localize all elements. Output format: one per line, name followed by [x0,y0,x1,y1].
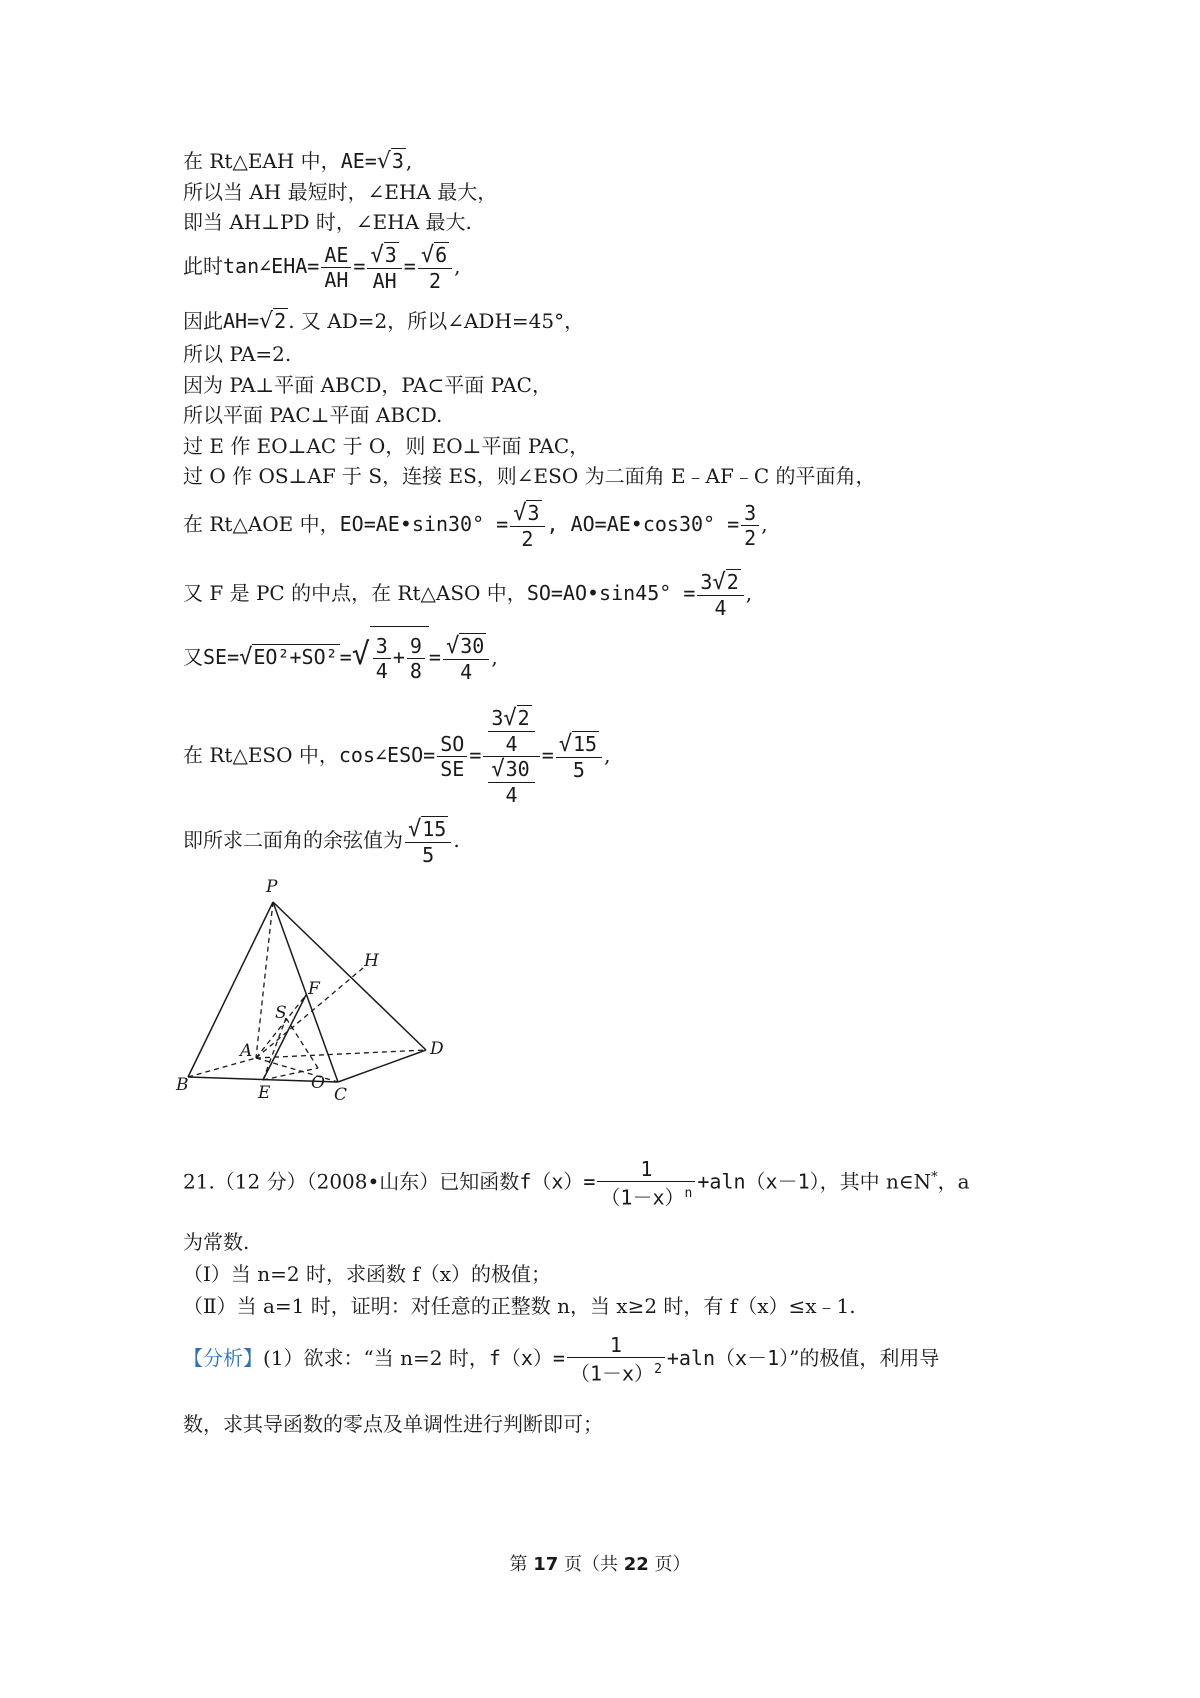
denominator: 4 [488,731,534,756]
formula-text: tan∠EHA= [223,254,320,278]
equals: = [469,743,482,767]
label-B: B [176,1075,189,1095]
compound-fraction: $\frac{\frac{3√2}{4}}{\frac{√30}{4}}$ [483,706,539,807]
solution-line-9: 过 E 作 EO⊥AC 于 O，则 EO⊥平面 PAC， [183,434,590,458]
denominator: 2 [510,526,544,551]
formula-text: AE= [340,149,377,173]
solution-line-10: 过 O 作 OS⊥AF 于 S，连接 ES，则∠ESO 为二面角 E﹣AF﹣C 的平面角， [183,464,876,488]
text: 即所求二面角的余弦值为 [183,828,403,852]
text: 在 Rt△AOE 中， [183,512,340,536]
sqrt: √2 [259,309,287,334]
text: , [405,149,413,173]
formula-text: +aln（x－1） [666,1346,790,1370]
formula-text: SE= [203,645,240,669]
denominator: 2 [418,268,452,293]
question-21-line-1 [183,1148,970,1212]
denominator: （1－x） [569,1361,655,1386]
solution-line-5 [183,307,584,336]
plus: + [392,645,405,669]
fraction: $\frac{√15}{5}$ [556,732,602,782]
sqrt-arg: 15 [422,816,447,841]
formula-text: cos∠ESO= [338,743,436,767]
edge-CD [338,1050,426,1082]
fraction [597,1157,695,1210]
solution-line-4 [183,238,460,294]
solution-line-6: 所以 PA=2. [183,342,292,366]
page-footer [0,1550,1200,1576]
fraction: $\frac{3√2}{4}$ [697,570,743,620]
text: , [745,581,753,605]
text: , [761,512,768,536]
denominator: 5 [405,842,451,867]
fraction: $\frac{√30}{4}$ [443,634,489,684]
sqrt-arg: 3 [384,242,397,267]
solution-line-13 [183,625,498,688]
edge-PB [188,902,273,1077]
formula-text: +aln（x－1） [697,1169,820,1194]
label-A: A [240,1041,253,1061]
fraction: $\frac{√3}{AH}$ [367,243,401,293]
numerator: 1 [640,1156,653,1181]
fraction [567,1333,665,1386]
denominator: SE [437,756,467,781]
formula-text: SO=AO•sin45° = [526,581,696,605]
numerator: 1 [609,1333,622,1358]
label-E: E [258,1083,271,1103]
coefficient: 3 [700,569,713,594]
label-O: O [311,1073,325,1093]
equals: = [403,254,416,278]
formula-text: AH= [223,309,260,333]
sqrt-arg: EO²+SO² [253,645,338,669]
sqrt-arg: 15 [573,731,598,756]
formula-text: , AO=AE•cos30° = [546,512,740,536]
question-21-part-1: （Ⅰ）当 n=2 时，求函数 f（x）的极值； [183,1262,552,1286]
denominator: 4 [373,658,391,683]
sqrt-arg: 30 [460,633,485,658]
label-H: H [364,951,379,971]
denominator: 5 [556,757,602,782]
footer-text: 页） [648,1554,691,1575]
denominator: （1－x） [600,1185,685,1210]
formula-text: EO=AE•sin30° = [339,512,509,536]
total-pages: 22 [623,1554,649,1575]
solution-line-8: 所以平面 PAC⊥平面 ABCD. [183,403,443,427]
label-P: P [266,877,278,897]
label-C: C [334,1085,348,1105]
analysis-tag: 【分析】 [183,1346,263,1370]
fraction [437,732,467,781]
label-S: S [275,1003,287,1023]
footer-text: 第 [509,1554,534,1575]
equals: = [541,743,554,767]
pyramid-figure [176,870,468,1105]
denominator: 4 [488,782,534,807]
equals: = [353,254,366,278]
denominator: 4 [443,659,489,684]
numerator: SO [440,732,465,756]
sqrt-arg: 3 [391,149,404,173]
solution-line-14 [183,700,610,810]
solution-line-11 [183,496,768,552]
sqrt-arg: 6 [435,242,448,267]
edge-PA [256,902,273,1058]
text: 因此 [183,309,223,333]
exponent: 2 [654,1362,662,1378]
sqrt: √3 [376,149,404,174]
numerator: 9 [409,634,422,658]
coefficient: 3 [491,706,504,730]
text: 此时 [183,254,223,278]
question-21-part-2: （Ⅱ）当 a=1 时，证明：对任意的正整数 n，当 x≥2 时，有 f（x）≤x﹣1. [183,1294,856,1318]
sqrt: √ $\frac{3}{4}$ + $\frac{9}{8}$ [352,645,429,669]
solution-line-7: 因为 PA⊥平面 ABCD，PA⊂平面 PAC， [183,373,552,397]
solution-line-15 [183,812,460,868]
fraction [321,243,351,292]
denominator: AH [367,268,401,293]
sqrt-arg: 2 [517,706,530,730]
edge-AD [256,1050,426,1058]
solution-line-3: 即当 AH⊥PD 时，∠EHA 最大. [183,210,472,234]
page-number: 17 [533,1554,559,1575]
formula-text: f（x）= [488,1346,565,1370]
text: ，a [937,1169,970,1194]
text: 21.（12 分）（2008•山东）已知函数 [183,1169,520,1194]
label-F: F [308,979,320,999]
solution-line-12 [183,565,752,621]
denominator: 8 [407,658,425,683]
text: 又 [183,645,203,669]
fraction: $\frac{√6}{2}$ [418,243,452,293]
text: . 又 AD=2，所以∠ADH=45°， [288,309,585,333]
sqrt-arg: 2 [274,309,287,333]
analysis-line-1 [183,1328,939,1388]
text: ，其中 n∈N [819,1169,932,1194]
text: (1）欲求：“当 n=2 时， [263,1346,489,1370]
text: . [453,828,460,852]
equals: = [339,645,352,669]
fraction: $\frac{√15}{5}$ [405,817,451,867]
numerator: AE [324,243,349,267]
solution-line-2: 所以当 AH 最短时，∠EHA 最大， [183,180,498,204]
formula-text: f（x）= [519,1169,596,1194]
text: 又 F 是 PC 的中点，在 Rt△ASO 中， [183,581,527,605]
text: , [454,254,461,278]
solution-line-1 [183,147,412,176]
denominator: 2 [741,525,759,550]
fraction: $\frac{√3}{2}$ [510,501,544,551]
fraction [741,501,759,550]
numerator: 3 [375,634,388,658]
exponent: n [684,1185,693,1201]
denominator: 4 [697,595,743,620]
text: 在 Rt△EAH 中， [183,149,341,173]
sqrt-arg: 2 [726,569,739,594]
numerator: 3 [744,501,757,525]
question-21-line-2: 为常数. [183,1230,250,1254]
edge-PD [273,902,426,1050]
superscript: * [931,1170,938,1185]
analysis-line-2: 数，求其导函数的零点及单调性进行判断即可； [183,1412,603,1436]
sqrt: √EO²+SO² [239,645,338,670]
sqrt-arg: 3 [527,500,540,525]
equals: = [428,645,441,669]
text: , [491,645,498,669]
text: 在 Rt△ESO 中， [183,743,339,767]
text: ”的极值，利用导 [789,1346,940,1370]
footer-text: 页（共 [558,1554,624,1575]
denominator: AH [321,267,351,292]
sqrt-arg: 30 [505,757,530,781]
label-D: D [430,1039,444,1059]
text: , [604,743,611,767]
